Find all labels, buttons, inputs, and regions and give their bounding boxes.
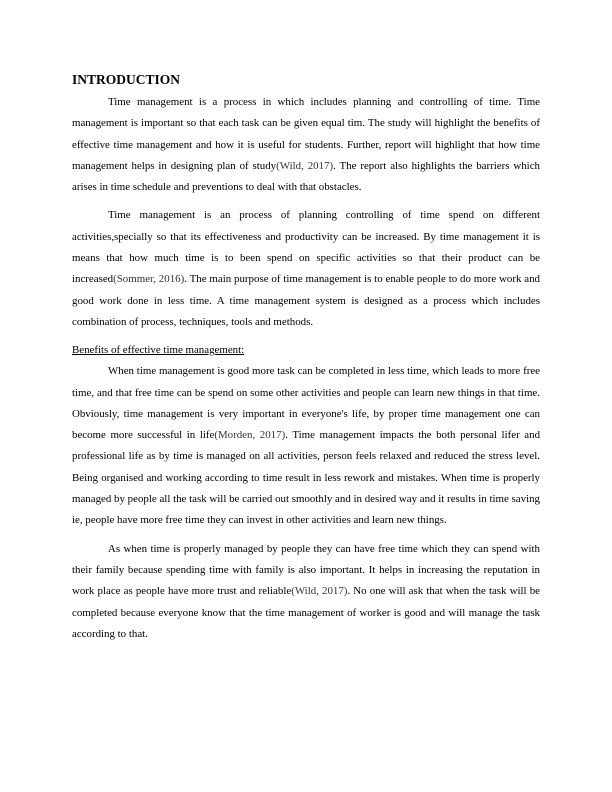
citation: (Wild, 2017) [291, 585, 348, 598]
document-body [72, 70, 540, 652]
section-heading: INTRODUCTION [72, 72, 181, 87]
paragraph-text: . The main purpose of time management is to enable people to do more work and good work done in less time. A time management system is designed as a process which includes combination of process, techniques, tools and methods. [72, 273, 540, 328]
paragraph-1 [72, 92, 540, 198]
paragraph-text: . No one will ask that when the task will be completed because everyone know that the time management of worker is good and will manage the task according to that. [72, 585, 540, 640]
paragraph-3 [72, 361, 540, 531]
paragraph-text: . Time management impacts the both personal lifer and professional life as by time is managed on all activities, person feels relaxed and reduced the stress level. Being organised and working according to time result in less rework and mistakes. When time is properly managed by people all the task will be carried out smoothly and in desired way and it results in time saving ie, people have more free time they can invest in other activities and learn new things. [72, 429, 541, 527]
subheading: Benefits of effective time management: [72, 344, 245, 357]
paragraph-text: . The report also highlights the barriers which arises in time schedule and preventions to deal with that obstacles. [72, 159, 540, 194]
paragraph-text: When time management is good more task can be completed in less time, which leads to more free time, and that free time can be spend on some other activities and people can learn new things in that time. Obviously, time management is very important in everyone's life, by proper time management one can become more successful in life [72, 365, 540, 442]
citation: (Wild, 2017) [276, 159, 334, 172]
citation: (Sommer, 2016) [113, 273, 185, 286]
paragraph-text: As when time is properly managed by people they can have free time which they can spend with their family because spending time with family is also important. It helps in increasing the reputation in work place as people have more trust and reliable [72, 542, 540, 598]
paragraph-text: Time management is an process of planning controlling of time spend on different activities,specially so that its effectiveness and productivity can be increased. By time management it is means that how much time is to been spend on specific activities so that their product can be increased [72, 209, 540, 286]
citation: (Morden, 2017) [214, 429, 286, 442]
paragraph-2 [72, 205, 540, 333]
paragraph-4 [72, 539, 540, 645]
paragraph-text: Time management is a process in which includes planning and controlling of time. Time management is important so that each task can be given equal tim. The study will highlight the benefits of effective time management and how it is useful for students. Further, report will highlight that how time management helps in designing plan of study [72, 96, 540, 172]
